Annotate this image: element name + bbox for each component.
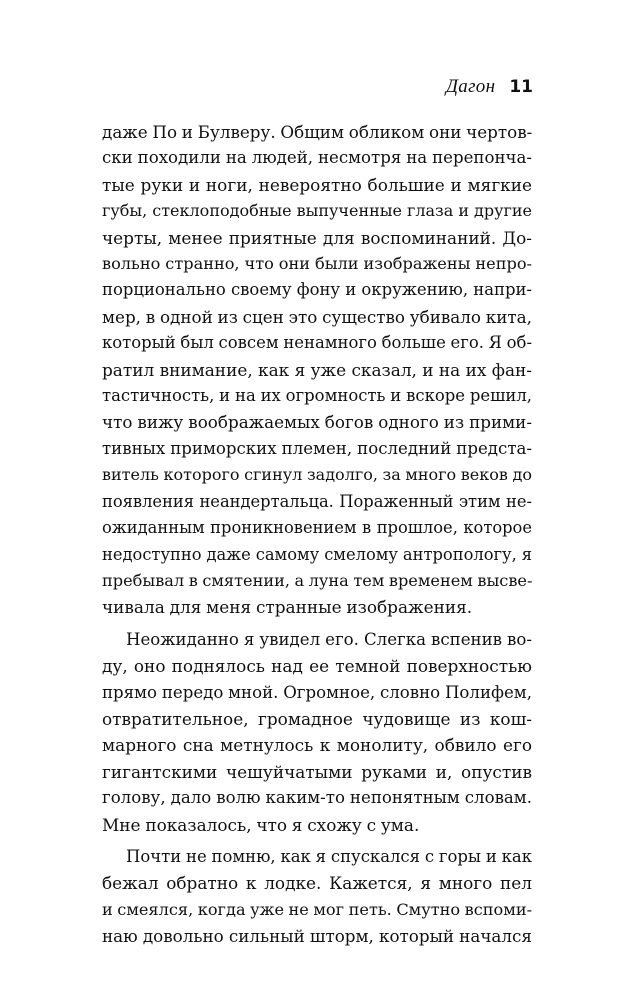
text-line: ратил внимание, как я уже сказал, и на их фан- [102, 359, 532, 380]
text-line: пребывал в смятении, а луна тем временем высве- [102, 570, 532, 590]
running-head [446, 76, 533, 98]
paragraph [102, 119, 532, 621]
text-line: даже По и Булверу. Общим обликом они чертов- [102, 122, 532, 142]
text-line: ожиданным проникновением в прошлое, которое [102, 518, 532, 538]
text-line: недоступно даже самому смелому антропологу, я [102, 544, 532, 564]
text-line: Мне показалось, что я схожу с ума. [102, 814, 420, 835]
text-line: прямо передо мной. Огромное, словно Полифем, [102, 682, 532, 702]
text-line: черты, менее приятные для воспоминаний. До- [102, 227, 532, 248]
text-line: бежал обратно к лодке. Кажется, я много пел [102, 873, 532, 894]
body-text [102, 119, 532, 950]
text-line: марного сна метнулось к монолиту, обвило его [102, 735, 532, 756]
text-line: тастичность, и на их огромность и вскоре решил, [102, 386, 532, 406]
text-line: наю довольно сильный шторм, который начался [102, 926, 532, 947]
page-number: 11 [509, 77, 533, 97]
text-line: витель которого сгинул задолго, за много веков до [102, 465, 532, 485]
text-line: тивных приморских племен, последний предста- [102, 438, 532, 458]
paragraph [102, 844, 532, 950]
text-line: появления неандертальца. Пораженный этим не- [102, 491, 532, 511]
text-line: тые руки и ноги, невероятно большие и мягкие [102, 174, 532, 195]
text-line: голову, дало волю каким-то непонятным словам. [102, 788, 532, 808]
text-line: мер, в одной из сцен это существо убивало кита, [102, 306, 532, 327]
text-line: отвратительное, громадное чудовище из кош- [102, 708, 532, 729]
text-line: что вижу воображаемых богов одного из прими- [102, 412, 532, 433]
chapter-title: Дагон [445, 76, 496, 97]
text-line: который был совсем ненамного больше его. Я об- [102, 333, 532, 353]
text-line: порционально своему фону и окружению, напри- [102, 280, 532, 300]
text-line: чивала для меня странные изображения. [102, 597, 473, 618]
text-line: Почти не помню, как я спускался с горы и как [126, 846, 532, 866]
text-line: и смеялся, когда уже не мог петь. Смутно вспоми- [102, 899, 532, 919]
paragraph [102, 627, 532, 838]
text-line: гигантскими чешуйчатыми руками и, опустив [102, 761, 532, 782]
text-line: Неожиданно я увидел его. Слегка вспенив во- [126, 629, 532, 649]
text-line: вольно странно, что они были изображены непро- [102, 254, 532, 274]
text-line: ду, оно поднялось над ее темной поверхностью [102, 656, 532, 677]
text-line: губы, стеклоподобные выпученные глаза и другие [102, 201, 532, 221]
text-line: ски походили на людей, несмотря на перепонча- [102, 148, 532, 168]
